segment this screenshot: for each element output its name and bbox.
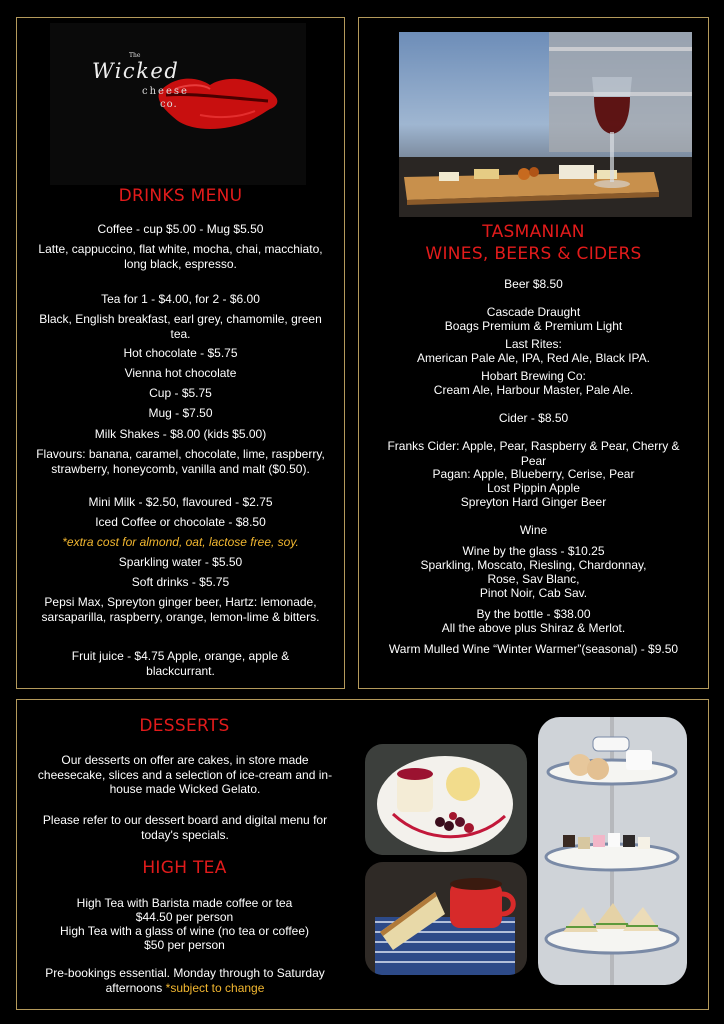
cider-price: Cider - $8.50 (498, 411, 569, 425)
last-rites: Last Rites: (505, 337, 562, 351)
drinks-panel (16, 17, 345, 689)
tea-types: Black, English breakfast, earl grey, chamomile, green tea. (39, 312, 322, 341)
boags-premium: Boags Premium & Premium Light (444, 319, 623, 333)
wine-heading: Wine (519, 523, 548, 537)
extra-cost-note: *extra cost for almond, oat, lactose free, soy. (62, 535, 299, 549)
specials-note: Please refer to our dessert board and digital menu for today's specials. (42, 813, 328, 842)
franks-cider: Franks Cider: Apple, Pear, Raspberry & Pear, Cherry & Pear (387, 439, 680, 468)
wine-cheese-photo (399, 32, 692, 217)
wines-title-line1: TASMANIAN (482, 222, 585, 242)
hot-chocolate-price: Hot chocolate - $5.75 (123, 346, 238, 360)
high-tea-wine: High Tea with a glass of wine (no tea or coffee) (59, 924, 310, 938)
beer-price: Beer $8.50 (504, 277, 563, 291)
mini-milk-price: Mini Milk - $2.50, flavoured - $2.75 (88, 495, 273, 509)
fruit-juice-price: Fruit juice - $4.75 Apple, orange, apple & blackcurrant. (71, 649, 290, 678)
vienna-hot-chocolate: Vienna hot chocolate (124, 366, 237, 380)
cake-and-tea-icon (365, 862, 527, 975)
red-lips-icon (50, 23, 306, 185)
hobart-brewing: Hobart Brewing Co: (481, 369, 586, 383)
wine-and-cheese-board-icon (399, 32, 692, 217)
iced-coffee-price: Iced Coffee or chocolate - $8.50 (95, 515, 266, 529)
spreyton-ginger-beer: Spreyton Hard Ginger Beer (460, 495, 607, 509)
milkshake-flavours: Flavours: banana, caramel, chocolate, lime, raspberry, strawberry, honeycomb, vanilla and malt ($0.50). (36, 447, 325, 476)
hobart-brewing-list: Cream Ale, Harbour Master, Pale Ale. (433, 383, 634, 397)
drinks-menu-title: DRINKS MENU (118, 186, 243, 206)
mulled-wine: Warm Mulled Wine “Winter Warmer”(seasonal) - $9.50 (388, 642, 679, 656)
high-tea-stand-icon (538, 717, 687, 985)
high-tea-barista: High Tea with Barista made coffee or tea (76, 896, 293, 910)
subject-to-change: *subject to change (165, 980, 265, 995)
cheesecake-photo (365, 744, 527, 855)
soft-drink-types: Pepsi Max, Spreyton ginger beer, Hartz: lemonade, sarsaparilla, raspberry, orange, lemon-lime & bitters. (41, 595, 320, 624)
wine-by-bottle: By the bottle - $38.00 (476, 607, 591, 621)
vienna-cup-price: Cup - $5.75 (149, 386, 212, 400)
desserts-description: Our desserts on offer are cakes, in store made cheesecake, slices and a selection of ice-cream and in-house made Wicked Gelato. (37, 753, 333, 796)
glass-list-2: Rose, Sav Blanc, (487, 572, 580, 586)
pagan-cider: Pagan: Apple, Blueberry, Cerise, Pear (432, 467, 635, 481)
coffee-types: Latte, cappuccino, flat white, mocha, chai, macchiato, long black, espresso. (38, 242, 323, 271)
logo-the: The (129, 52, 141, 59)
coffee-price: Coffee - cup $5.00 - Mug $5.50 (97, 222, 264, 236)
prebooking-note (35, 966, 335, 995)
tea-price: Tea for 1 - $4.00, for 2 - $6.00 (101, 292, 260, 306)
wine-by-glass: Wine by the glass - $10.25 (462, 544, 605, 558)
prebooking-text: Pre-bookings essential. Monday through to Saturday afternoons (45, 966, 325, 995)
wines-title-line2: WINES, BEERS & CIDERS (425, 244, 642, 264)
glass-list-3: Pinot Noir, Cab Sav. (479, 586, 588, 600)
last-rites-list: American Pale Ale, IPA, Red Ale, Black IPA. (417, 351, 650, 365)
cheesecake-icon (365, 744, 527, 855)
sparkling-water-price: Sparkling water - $5.50 (118, 555, 243, 569)
glass-list-1: Sparkling, Moscato, Riesling, Chardonnay, (420, 558, 647, 572)
vienna-mug-price: Mug - $7.50 (148, 406, 213, 420)
milkshakes-price: Milk Shakes - $8.00 (kids $5.00) (94, 427, 267, 441)
desserts-title: DESSERTS (139, 716, 230, 736)
bottle-list: All the above plus Shiraz & Merlot. (441, 621, 626, 635)
high-tea-barista-price: $44.50 per person (135, 910, 234, 924)
high-tea-title: HIGH TEA (142, 858, 227, 878)
logo-wicked: Wicked (92, 59, 180, 83)
high-tea-stand-photo (538, 717, 687, 985)
cake-and-tea-photo (365, 862, 527, 975)
lost-pippin: Lost Pippin Apple (487, 481, 580, 495)
soft-drinks-price: Soft drinks - $5.75 (131, 575, 230, 589)
high-tea-wine-price: $50 per person (144, 938, 225, 952)
logo-cheese: cheese (142, 86, 189, 97)
wines-panel (358, 17, 709, 689)
logo-co: co. (160, 99, 178, 110)
desserts-panel (16, 699, 709, 1010)
cascade-draught: Cascade Draught (486, 305, 581, 319)
wicked-cheese-logo (50, 23, 306, 185)
